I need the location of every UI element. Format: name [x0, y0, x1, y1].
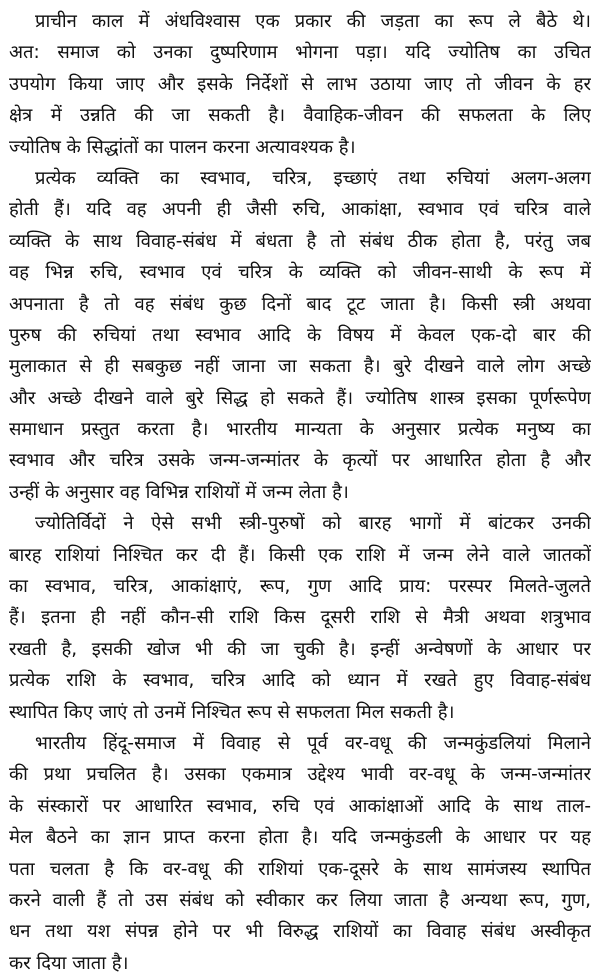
- paragraph-4: [9, 728, 591, 979]
- text-line: स्वभाव और चरित्र उसके जन्म-जन्मांतर के कृत्यों पर आधारित होता है और: [9, 450, 591, 472]
- text-line: समाधान प्रस्तुत करता है। भारतीय मान्यता के अनुसार प्रत्येक मनुष्य का: [9, 419, 591, 441]
- text-line: बारह राशियां निश्चित कर दी हैं। किसी एक राशि में जन्म लेने वाले जातकों: [9, 544, 591, 566]
- text-line: के संस्कारों पर आधारित स्वभाव, रुचि एवं आकांक्षाओं आदि के साथ ताल-: [9, 795, 591, 817]
- text-line: प्रत्येक व्यक्ति का स्वभाव, चरित्र, इच्छाएं तथा रुचियां अलग-अलग: [35, 167, 591, 189]
- text-line: कर दिया जाता है।: [9, 952, 129, 974]
- text-line: पता चलता है कि वर-वधू की राशियां एक-दूसरे के साथ सामंजस्य स्थापित: [9, 858, 591, 880]
- text-line: मेल बैठने का ज्ञान प्राप्त करना होता है। यदि जन्मकुंडली के आधार पर यह: [9, 827, 591, 849]
- text-line: की प्रथा प्रचलित है। उसका एकमात्र उद्देश्य भावी वर-वधू के जन्म-जन्मांतर: [9, 764, 591, 786]
- text-line: पुरुष की रुचियां तथा स्वभाव आदि के विषय में केवल एक-दो बार की: [9, 324, 591, 346]
- text-line: हैं। इतना ही नहीं कौन-सी राशि किस दूसरी राशि से मैत्री अथवा शत्रुभाव: [9, 607, 591, 629]
- text-line: उपयोग किया जाए और इसके निर्देशों से लाभ उठाया जाए तो जीवन के हर: [9, 73, 591, 95]
- text-line: प्रत्येक राशि के स्वभाव, चरित्र आदि को ध्यान में रखते हुए विवाह-संबंध: [9, 670, 591, 692]
- paragraph-2: [9, 163, 591, 508]
- text-line: क्षेत्र में उन्नति की जा सकती है। वैवाहिक-जीवन की सफलता के लिए: [9, 105, 591, 127]
- text-line: ज्योतिष के सिद्धांतों का पालन करना अत्यावश्यक है।: [9, 136, 356, 158]
- text-line: और अच्छे दीखने वाले बुरे सिद्ध हो सकते हैं। ज्योतिष शास्त्र इसका पूर्णरूपेण: [9, 387, 591, 409]
- text-line: प्राचीन काल में अंधविश्वास एक प्रकार की जड़ता का रूप ले बैठे थे।: [35, 11, 591, 32]
- text-line: धन तथा यश संपन्न होने पर भी विरुद्ध राशियों का विवाह संबंध अस्वीकृत: [9, 921, 591, 943]
- text-line: रखती है, इसकी खोज भी की जा चुकी है। इन्हीं अन्वेषणों के आधार पर: [9, 638, 591, 660]
- paragraph-1: [9, 6, 591, 163]
- text-line: ज्योतिर्विदों ने ऐसे सभी स्त्री-पुरुषों को बारह भागों में बांटकर उनकी: [35, 513, 591, 535]
- text-line: अपनाता है तो वह संबंध कुछ दिनों बाद टूट जाता है। किसी स्त्री अथवा: [9, 293, 591, 315]
- text-line: अत: समाज को उनका दुष्परिणाम भोगना पड़ा। यदि ज्योतिष का उचित: [9, 42, 591, 64]
- text-line: व्यक्ति के साथ विवाह-संबंध में बंधता है तो संबंध ठीक होता है, परंतु जब: [9, 230, 591, 252]
- text-line: मुलाकात से ही सबकुछ नहीं जाना जा सकता है। बुरे दीखने वाले लोग अच्छे: [9, 356, 591, 378]
- paragraph-3: [9, 508, 591, 728]
- text-line: स्थापित किए जाएं तो उनमें निश्चित रूप से सफलता मिल सकती है।: [9, 701, 455, 723]
- text-line: होती हैं। यदि वह अपनी ही जैसी रुचि, आकांक्षा, स्वभाव एवं चरित्र वाले: [9, 199, 591, 221]
- text-line: वह भिन्न रुचि, स्वभाव एवं चरित्र के व्यक्ति को जीवन-साथी के रूप में: [9, 262, 591, 284]
- text-line: का स्वभाव, चरित्र, आकांक्षाएं, रूप, गुण आदि प्राय: परस्पर मिलते-जुलते: [9, 576, 591, 598]
- text-line: करने वाली हैं तो उस संबंध को स्वीकार कर लिया जाता है अन्यथा रूप, गुण,: [9, 889, 591, 911]
- text-line: भारतीय हिंदू-समाज में विवाह से पूर्व वर-वधू की जन्मकुंडलियां मिलाने: [35, 732, 591, 754]
- text-line: उन्हीं के अनुसार वह विभिन्न राशियों में जन्म लेता है।: [9, 481, 349, 503]
